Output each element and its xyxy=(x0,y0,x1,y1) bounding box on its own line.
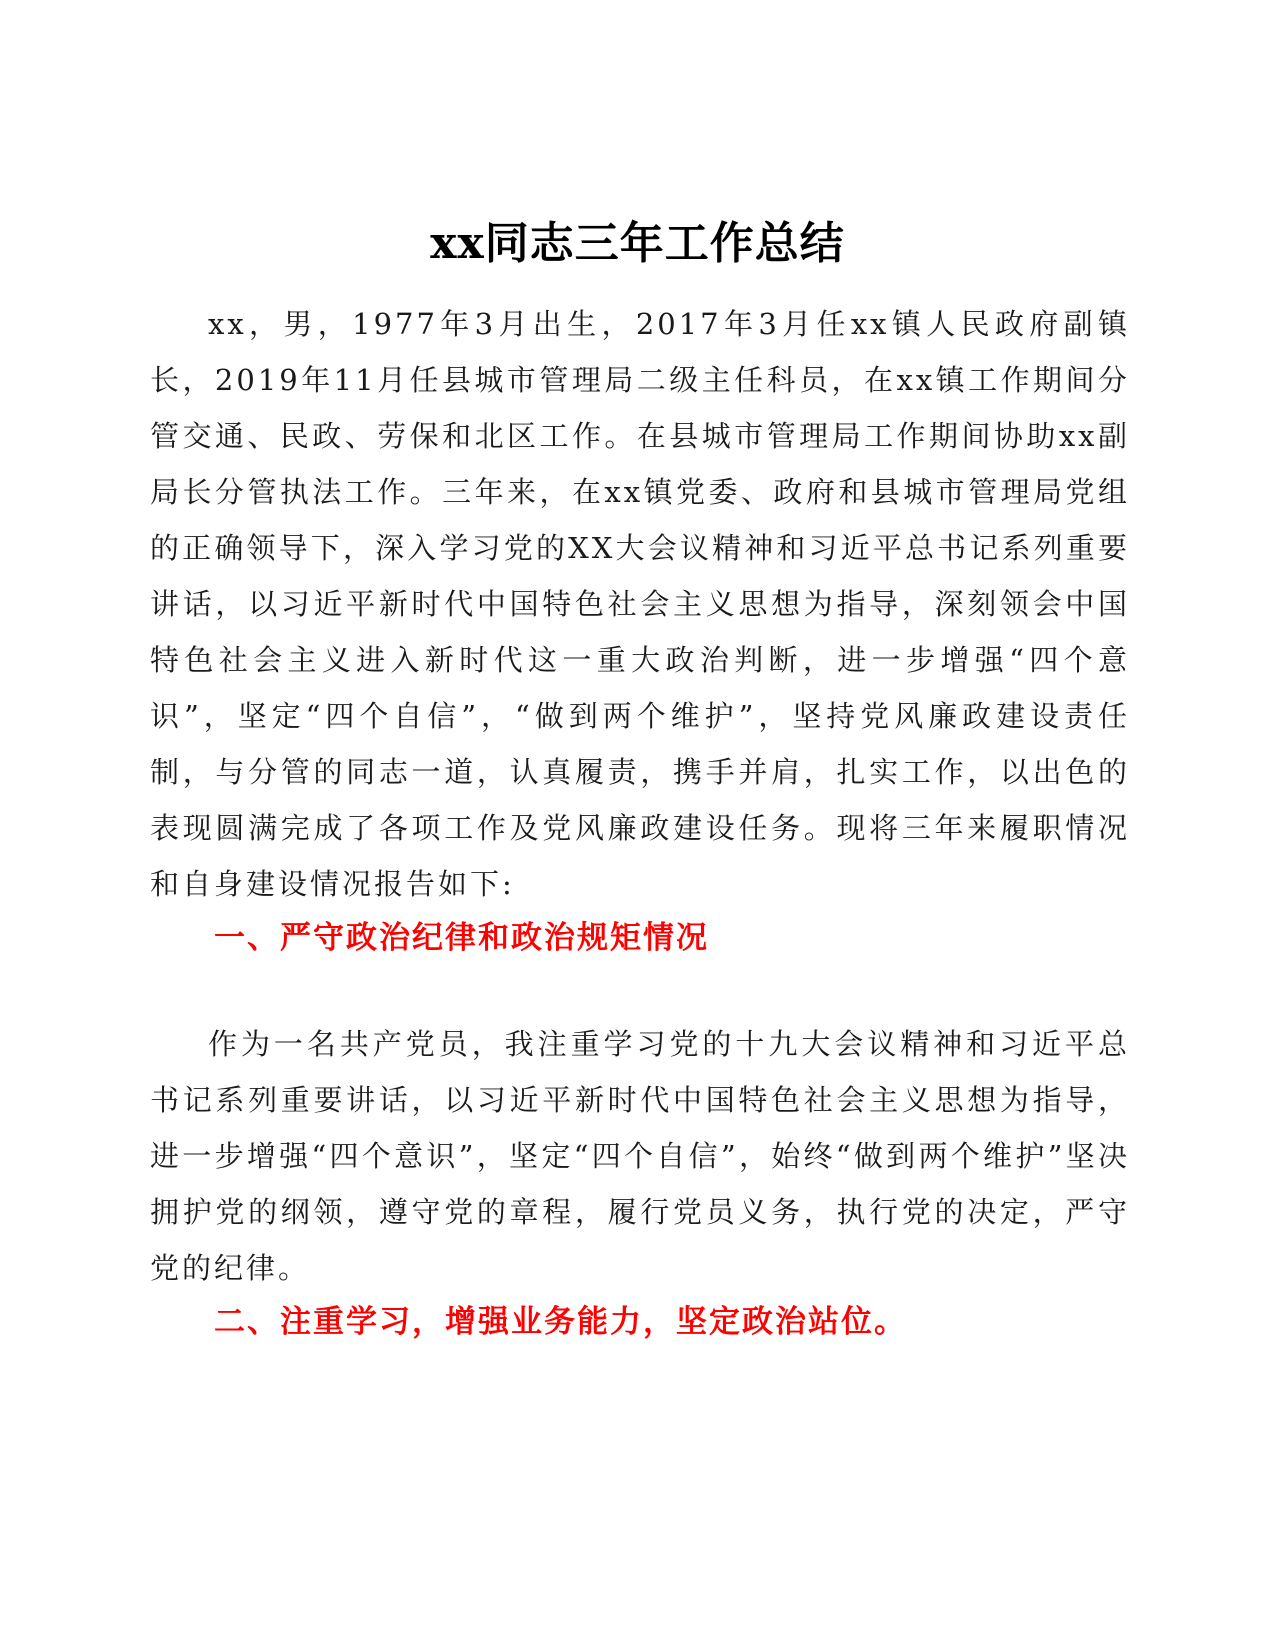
section-1-paragraph: 作为一名共产党员，我注重学习党的十九大会议精神和习近平总书记系列重要讲话，以习近平新时代中国特色社会主义思想为指导，进一步增强“四个意识”，坚定“四个自信”，始终“做到两个维护”坚决拥护党的纲领，遵守党的章程，履行党员义务，执行党的决定，严守党的纪律。 xyxy=(150,1027,1130,1285)
section-heading-1: 一、严守政治纪律和政治规矩情况 xyxy=(214,920,709,956)
intro-paragraph: xx，男，1977年3月出生，2017年3月任xx镇人民政府副镇长，2019年11月任县城市管理局二级主任科员，在xx镇工作期间分管交通、民政、劳保和北区工作。在县城市管理局工作期间协助xx副局长分管执法工作。三年来，在xx镇党委、政府和县城市管理局党组的正确领导下，深入学习党的XX大会议精神和习近平总书记系列重要讲话，以习近平新时代中国特色社会主义思想为指导，深刻领会中国特色社会主义进入新时代这一重大政治判断，进一步增强“四个意识”，坚定“四个自信”，“做到两个维护”，坚持党风廉政建设责任制，与分管的同志一道，认真履责，携手并肩，扎实工作，以出色的表现圆满完成了各项工作及党风廉政建设任务。现将三年来履职情况和自身建设情况报告如下: xyxy=(150,307,1130,901)
document-title: xx同志三年工作总结 xyxy=(430,218,845,270)
section-heading-2: 二、注重学习，增强业务能力，坚定政治站位。 xyxy=(214,1304,907,1340)
